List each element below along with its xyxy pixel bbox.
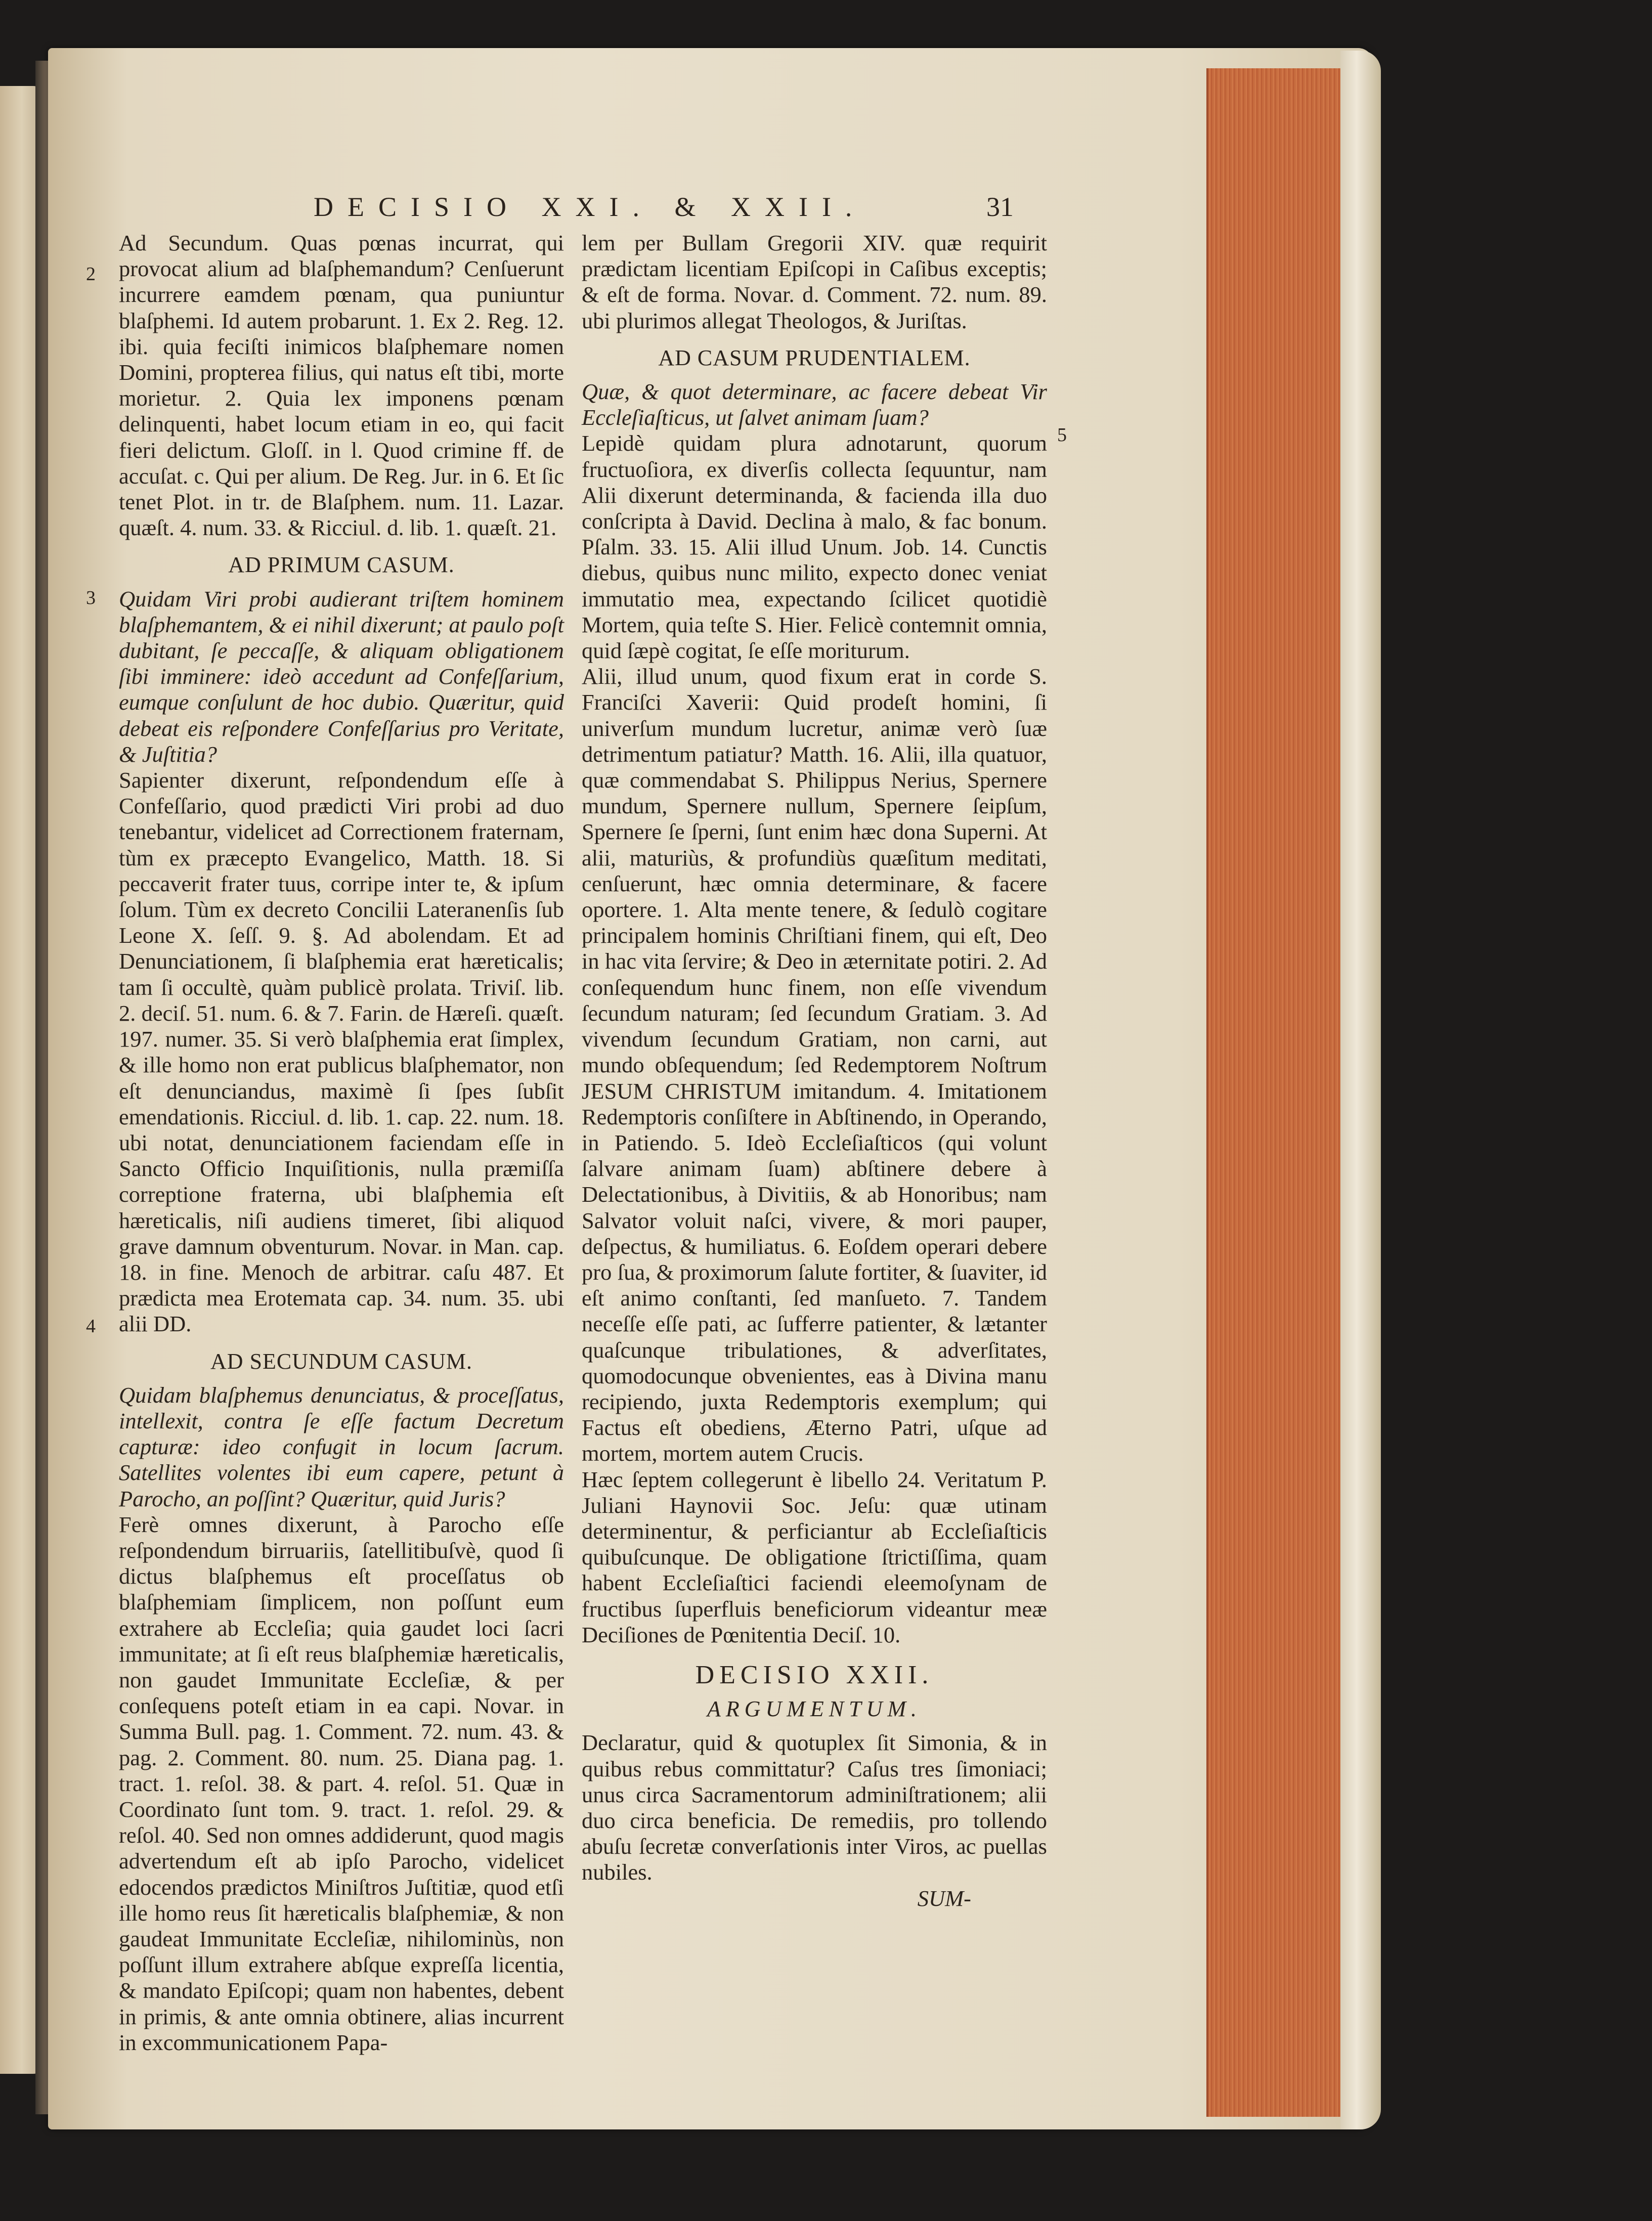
right-column — [582, 230, 1047, 1911]
page-number: 31 — [986, 192, 1014, 222]
case-statement: Quæ, & quot determinare, ac facere debeat Vir Eccleſiaſticus, ut ſalvet animam ſuam? — [582, 379, 1047, 430]
page-fore-edge — [1206, 68, 1342, 2117]
header-title: DECISIO XXI. & XXII. — [314, 192, 866, 222]
catchword: SUM- — [917, 1885, 971, 1911]
section-heading: AD PRIMUM CASUM. — [228, 552, 455, 578]
case-statement: Quidam Viri probi audierant triſtem hominem blaſphemantem, & ei nihil dixerunt; at paulo poſt dubitant, ſe peccaſſe, & aliquam obligationem ſibi imminere: ideò accedunt ad Confeſſarium, eumque conſulunt de hoc dubio. Quæritur, quid debeat eis reſpondere Confeſſarius pro Veritate, & Juſtitia? — [119, 586, 564, 767]
book-cover-edge — [1340, 51, 1381, 2129]
left-column — [119, 230, 564, 2056]
argument-heading: ARGUMENTUM. — [707, 1696, 922, 1722]
paragraph: lem per Bullam Gregorii XIV. quæ requirit prædictam licentiam Epiſcopi in Caſibus exceptis; & eſt de forma. Novar. d. Comment. 72. num. 89. ubi plurimos allegat Theologos, & Juriſtas. — [582, 230, 1047, 333]
margin-number: 4 — [86, 1316, 96, 1337]
running-header — [314, 191, 1022, 227]
margin-number: 3 — [86, 587, 96, 608]
paragraph: Sapienter dixerunt, reſpondendum eſſe à Confeſſario, quod prædicti Viri probi ad duo tenebantur, videlicet ad Correctionem fraternam, tùm ex præcepto Evangelico, Matth. 18. Si peccaverit frater tuus, corripe inter te, & ipſum ſolum. Tùm ex decreto Concilii Lateranenſis ſub Leone X. ſeſſ. 9. §. Ad abolendam. Et ad Denunciationem, ſi blaſphemia erat hæreticalis; tam ſi occultè, quàm publicè prolata. Triviſ. lib. 2. deciſ. 51. num. 6. & 7. Farin. de Hæreſi. quæſt. 197. numer. 35. Si verò blaſphemia erat ſimplex, & ille homo non erat publicus blaſphemator, non eſt denunciandus, maximè ſi ſpes ſubſit emendationis. Ricciul. d. lib. 1. cap. 22. num. 18. ubi notat, denunciationem faciendam eſſe in Sancto Officio Inquiſitionis, nulla præmiſſa correptione fraterna, ubi blaſphemia eſt hæreticalis, niſi audiens timeret, ſibi aliquod grave damnum obventurum. Novar. in Man. cap. 18. in fine. Menoch de arbitrar. caſu 487. Et prædicta mea Erotemata cap. 34. num. 35. ubi alii DD. — [119, 767, 564, 1337]
margin-number: 2 — [86, 264, 96, 285]
paragraph: Hæc ſeptem collegerunt è libello 24. Veritatum P. Juliani Haynovii Soc. Jeſu: quæ utinam determinentur, & perficiantur ab Eccleſiaſticis quibuſcunque. De obligatione ſtrictiſſima, quam habent Eccleſiaſtici faciendi eleemoſynam de fructibus ſuperfluis beneficiorum videantur meæ Deciſiones de Pœnitentia Deciſ. 10. — [582, 1466, 1047, 1647]
case-statement: Quidam blaſphemus denunciatus, & proceſſatus, intellexit, contra ſe eſſe factum Decretum capturæ: ideo confugit in locum ſacrum. Satellites volentes ibi eum capere, petunt à Parocho, an poſſint? Quæritur, quid Juris? — [119, 1382, 564, 1511]
paragraph: Ferè omnes dixerunt, à Parocho eſſe reſpondendum birruariis, ſatellitibuſvè, quod ſi dictus blaſphemus eſt proceſſatus ob blaſphemiam ſimplicem, non poſſunt eum extrahere ab Eccleſia; quia gaudet loci ſacri immunitate; at ſi eſt reus blaſphemiæ hæreticalis, non gaudet Immunitate Eccleſiæ, & per conſequens poteſt etiam in ea capi. Novar. in Summa Bull. pag. 1. Comment. 72. num. 43. & pag. 2. Comment. 80. num. 25. Diana pag. 1. tract. 1. reſol. 38. & part. 4. reſol. 51. Quæ in Coordinato ſunt tom. 9. tract. 1. reſol. 29. & reſol. 40. Sed non omnes addiderunt, quod magis advertendum eſt ab ipſo Parocho, videlicet edocendos prædictos Miniſtros Juſtitiæ, quod etſi ille homo reus ſit hæreticalis blaſphemiæ, & non gaudeat Immunitate Eccleſiæ, nihilominùs, non poſſunt illum extrahere abſque expreſſa licentia, & mandato Epiſcopi; quam non habentes, debent in primis, & ante omnia obtinere, alias incurrent in excommunicationem Papa- — [119, 1511, 564, 2055]
paragraph: Alii, illud unum, quod fixum erat in corde S. Franciſci Xaverii: Quid prodeſt homini, ſi univerſum mundum lucretur, animæ verò ſuæ detrimentum patiatur? Matth. 16. Alii, illa quatuor, quæ commendabat S. Philippus Nerius, Spernere mundum, Spernere nullum, Spernere ſeipſum, Spernere ſe ſperni, ſunt enim hæc dona Superni. At alii, maturiùs, & profundiùs quæſitum meditati, cenſuerunt, hæc omnia determinare, & facere oportere. 1. Alta mente tenere, & ſedulò cogitare principalem hominis Chriſtiani finem, qui eſt, Deo in hac vita ſervire; & Deo in æternitate potiri. 2. Ad conſequendum hunc finem, non eſſe vivendum ſecundum naturam; ſed ſecundum Gratiam. 3. Ad vivendum ſecundum Gratiam, non carni, aut mundo obſequendum; ſed Redemptorem Noſtrum JESUM CHRISTUM imitandum. 4. Imitationem Redemptoris conſiſtere in Abſtinendo, in Operando, in Patiendo. 5. Ideò Eccleſiaſticos (qui volunt ſalvare animam ſuam) abſtinere debere à Delectationibus, à Divitiis, & ab Honoribus; nam Salvator voluit naſci, vivere, & mori pauper, deſpectus, & humiliatus. 6. Eoſdem operari debere pro ſua, & proximorum ſalute fortiter, & ſuaviter, id eſt animo conſtanti, ſed manſueto. 7. Tandem neceſſe eſſe pati, ac ſufferre patienter, & lætanter quaſcunque tribulationes, & adverſitates, quomodocunque obvenientes, eas à Divina manu recipiendo, juxta Redemptoris exemplum; qui Factus eſt obediens, Æterno Patri, uſque ad mortem, mortem autem Crucis. — [582, 664, 1047, 1466]
paragraph: Ad Secundum. Quas pœnas incurrat, qui provocat alium ad blaſphemandum? Cenſuerunt incurrere eamdem pœnam, qua puniuntur blaſphemi. Id autem probarunt. 1. Ex 2. Reg. 12. ibi. quia feciſti inimicos blaſphemare nomen Domini, propterea filius, qui natus eſt tibi, morte morietur. 2. Quia lex imponens pœnam delinquenti, habet locum etiam in eo, qui facit fieri delictum. Gloſſ. in l. Quod crimine ff. de accuſat. c. Qui per alium. De Reg. Jur. in 6. Et ſic tenet Plot. in tr. de Blaſphem. num. 11. Lazar. quæſt. 4. num. 33. & Ricciul. d. lib. 1. quæſt. 21. — [119, 230, 564, 541]
decision-heading: DECISIO XXII. — [695, 1660, 934, 1689]
paragraph: Lepidè quidam plura adnotarunt, quorum fructuoſiora, ex diverſis collecta ſequuntur, nam Alii dixerunt determinanda, & facienda illa duo conſcripta à David. Declina à malo, & fac bonum. Pſalm. 33. 15. Alii illud Unum. Job. 14. Cunctis diebus, quibus nunc milito, expecto donec veniat immutatio mea, expectando ſcilicet quotidiè Mortem, quia teſte S. Hier. Felicè contemnit omnia, quid ſæpè cogitat, ſe eſſe moriturum. — [582, 430, 1047, 664]
section-heading: AD CASUM PRUDENTIALEM. — [658, 345, 971, 370]
margin-number: 5 — [1057, 424, 1067, 446]
section-heading: AD SECUNDUM CASUM. — [210, 1348, 472, 1374]
argument-summary: Declaratur, quid & quotuplex ſit Simonia, & in quibus rebus committatur? Caſus tres ſimoniaci; unus circa Sacramentorum adminiſtrationem; alii duo circa beneficia. De remediis, pro tollendo abuſu ſecretæ converſationis inter Viros, ac puellas nubiles. — [582, 1730, 1047, 1885]
